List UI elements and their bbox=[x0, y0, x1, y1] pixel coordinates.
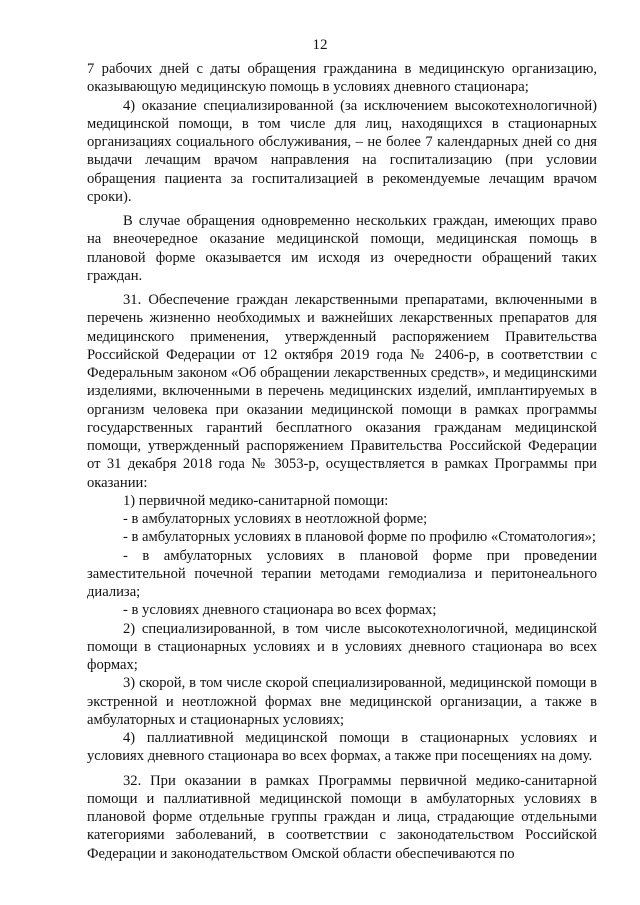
list-item-primary-care: 1) первичной медико-санитарной помощи: bbox=[123, 492, 389, 509]
paragraph-item-4: 4) оказание специализированной (за исключением высокотехнологичной) медицинской помощи, в том числе для лиц, находящихся в стационарных организациях социального обслуживания, – не более 7 календарных дней со дня выдачи лечащим врачом направления на госпитализацию (при условии обращения пациента за госпитализацией в рекомендуемые лечащим врачом сроки). bbox=[87, 97, 597, 205]
list-item-outpatient-urgent: - в амбулаторных условиях в неотложной форме; bbox=[123, 511, 428, 527]
paragraph-continuation: 7 рабочих дней с даты обращения гражданина в медицинскую организацию, оказывающую медицинскую помощь в условиях дневного стационара; bbox=[87, 61, 597, 96]
list-item-outpatient-dentistry: - в амбулаторных условиях в плановой форме по профилю «Стоматология»; bbox=[123, 529, 596, 546]
paragraph-31: 31. Обеспечение граждан лекарственными препаратами, включенными в перечень жизненно необходимых и важнейших лекарственных препаратов для медицинского применения, утвержденный распоряжением Правительства Российской Федерации от 12 октября 2019 года № 2406-р, в соответствии с Федеральным законом «Об обращении лекарственных средств», и медицинскими изделиями, включенными в перечень медицинских изделий, имплантируемых в организм человека при оказании медицинской помощи в рамках программы государственных гарантий бесплатного оказания гражданам медицинской помощи, утвержденный распоряжением Правительства Российской Федерации от 31 декабря 2018 года № 3053-р, осуществляется в рамках Программы при оказании: bbox=[87, 292, 597, 491]
page-number: 12 bbox=[312, 37, 328, 53]
list-item-outpatient-dialysis: - в амбулаторных условиях в плановой форме при проведении заместительной почечной терапии методами гемодиализа и перитонеального диализа; bbox=[87, 547, 597, 600]
list-item-day-hospital: - в условиях дневного стационара во всех формах; bbox=[123, 602, 437, 619]
list-item-emergency-care: 3) скорой, в том числе скорой специализированной, медицинской помощи в экстренной и неотложной формах вне медицинской организации, а также в амбулаторных и стационарных условиях; bbox=[87, 675, 597, 728]
document-body bbox=[87, 60, 597, 863]
paragraph-32: 32. При оказании в рамках Программы первичной медико-санитарной помощи и паллиативной медицинской помощи в амбулаторных условиях в плановой форме отдельные группы граждан и лица, страдающие отдельными категориями заболеваний, в соответствии с законодательством Российской Федерации и законодательством Омской области обеспечиваются по bbox=[87, 772, 597, 862]
list-item-specialized-care: 2) специализированной, в том числе высокотехнологичной, медицинской помощи в стационарных условиях и в условиях дневного стационара во всех формах; bbox=[87, 620, 597, 673]
paragraph-simultaneous-requests: В случае обращения одновременно нескольких граждан, имеющих право на внеочередное оказание медицинской помощи, медицинская помощь в плановой форме оказывается им исходя из очередности обращений таких граждан. bbox=[87, 213, 597, 284]
list-item-palliative-care: 4) паллиативной медицинской помощи в стационарных условиях и условиях дневного стационара во всех формах, а также при посещениях на дому. bbox=[87, 730, 597, 765]
